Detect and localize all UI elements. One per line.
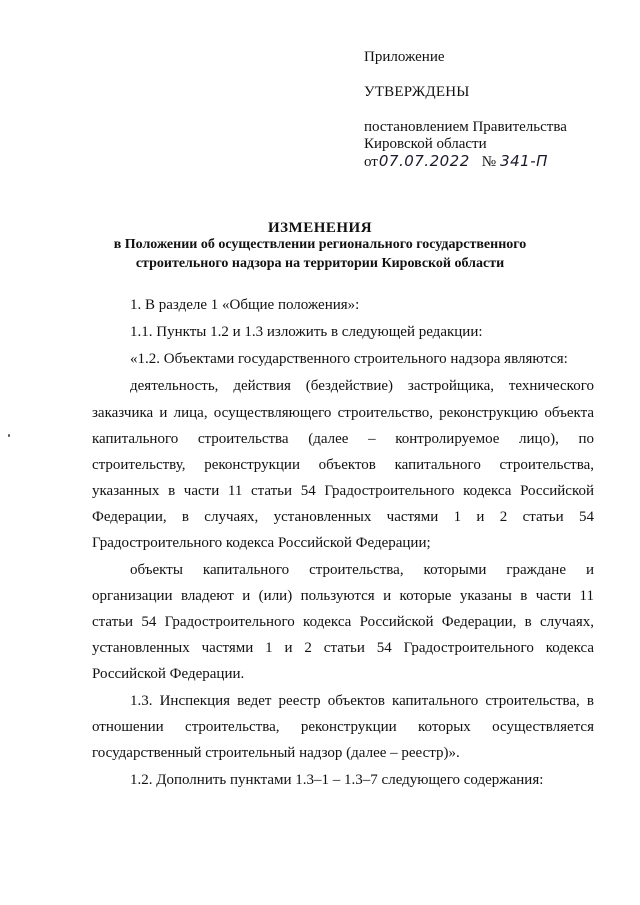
decree-line-1: постановлением Правительства (364, 119, 567, 135)
body-line: государственный строительный надзор (далее – реестр)». (92, 745, 460, 761)
handwritten-number: 341-П (500, 152, 548, 170)
scan-speck (8, 434, 10, 437)
decree-line-2: Кировской области (364, 136, 487, 152)
document-subtitle-line-1: в Положении об осуществлении регионального государственного (113, 237, 527, 252)
body-line: отношении строительства, реконструкции которых осуществляется (92, 719, 594, 735)
body-line: 1.1. Пункты 1.2 и 1.3 изложить в следующей редакции: (130, 324, 483, 340)
body-line: указанных в части 11 статьи 54 Градостроительного кодекса Российской (92, 483, 594, 499)
body-line: «1.2. Объектами государственного строительного надзора являются: (130, 351, 568, 367)
body-line: 1.2. Дополнить пунктами 1.3–1 – 1.3–7 следующего содержания: (130, 772, 544, 788)
body-line: Градостроительного кодекса Российской Федерации; (92, 535, 431, 551)
date-prefix: от (364, 154, 378, 170)
body-line: деятельность, действия (бездействие) застройщика, технического (130, 378, 594, 394)
body-line: заказчика и лица, осуществляющего строительство, реконструкцию объекта (92, 405, 594, 421)
body-line: капитального строительства (далее – контролируемое лицо), по (92, 431, 594, 447)
handwritten-date: 07.07.2022 (378, 152, 470, 170)
decree-date-line (364, 153, 548, 171)
body-line: Российской Федерации. (92, 666, 245, 682)
appendix-label: Приложение (364, 49, 445, 65)
approved-label: УТВЕРЖДЕНЫ (364, 84, 470, 100)
document-title: ИЗМЕНЕНИЯ (267, 220, 373, 236)
document-subtitle-line-2: строительного надзора на территории Кировской области (135, 256, 505, 271)
body-line: организации владеют и (или) пользуются и которые указаны в части 11 (92, 588, 594, 604)
number-prefix: № (481, 154, 497, 170)
body-line: Федерации, в случаях, установленных частями 1 и 2 статьи 54 (92, 509, 594, 525)
body-line: статьи 54 Градостроительного кодекса Российской Федерации, в случаях, (92, 614, 594, 630)
body-line: 1.3. Инспекция ведет реестр объектов капитального строительства, в (130, 693, 594, 709)
body-line: 1. В разделе 1 «Общие положения»: (130, 297, 360, 313)
body-line: установленных частями 1 и 2 статьи 54 Градостроительного кодекса (92, 640, 594, 656)
body-line: объекты капитального строительства, которыми граждане и (130, 562, 594, 578)
body-line: строительству, реконструкции объектов капитального строительства, (92, 457, 594, 473)
